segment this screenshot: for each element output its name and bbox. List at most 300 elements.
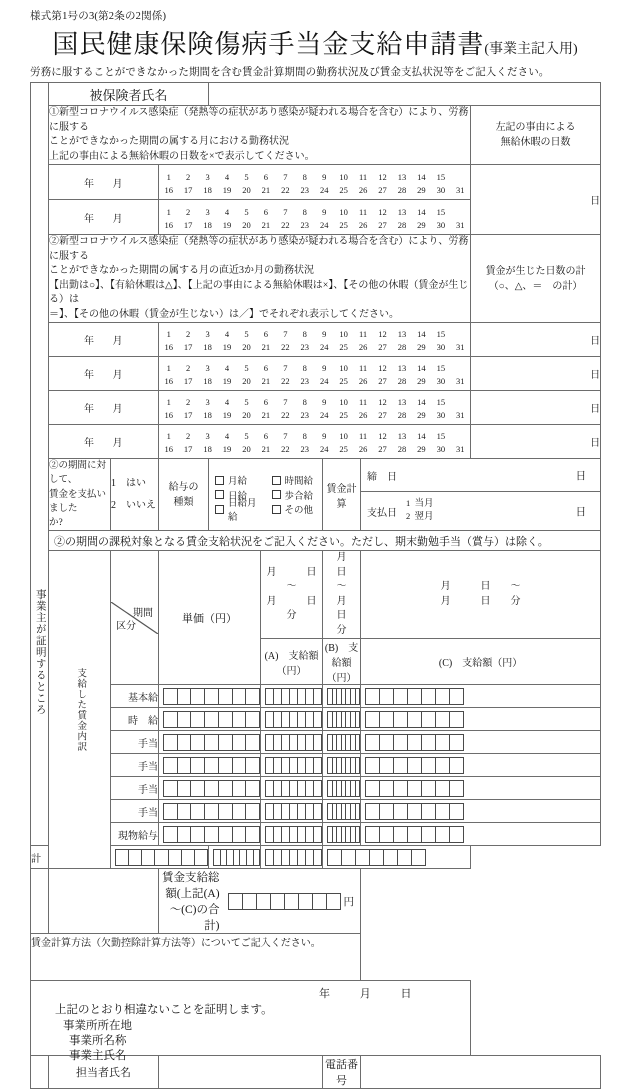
- digit-box[interactable]: [233, 780, 247, 797]
- day-cell[interactable]: 30: [436, 444, 446, 454]
- digit-box[interactable]: [155, 849, 168, 866]
- digit-box[interactable]: [205, 757, 219, 774]
- digit-box[interactable]: [356, 803, 361, 820]
- day-cell[interactable]: 9: [322, 397, 327, 407]
- wage-amount-a-cell[interactable]: [261, 685, 323, 708]
- digit-box[interactable]: [298, 826, 306, 843]
- wage-amount-b-cell[interactable]: [323, 754, 361, 777]
- digit-box[interactable]: [219, 688, 233, 705]
- digit-box[interactable]: [265, 734, 274, 751]
- day-cell[interactable]: 6: [263, 206, 269, 217]
- digit-box[interactable]: [290, 734, 298, 751]
- insured-name-input[interactable]: [209, 83, 601, 106]
- wage-unitprice-cell[interactable]: [159, 685, 261, 708]
- day-cell[interactable]: 7: [283, 397, 288, 407]
- checkbox-icon[interactable]: [215, 505, 224, 514]
- digit-box[interactable]: [142, 849, 155, 866]
- section1-row2-daygrid[interactable]: [159, 200, 471, 235]
- grand-total-digit-boxes[interactable]: [228, 893, 341, 910]
- digit-box[interactable]: [356, 734, 361, 751]
- digit-box[interactable]: [408, 711, 422, 728]
- day-cell[interactable]: 2: [186, 431, 191, 441]
- day-cell[interactable]: 14: [417, 397, 426, 407]
- salary-type-option-nikkyugetsukyu[interactable]: [209, 495, 266, 523]
- day-cell[interactable]: 17: [183, 376, 193, 386]
- section1-days-total[interactable]: [471, 165, 601, 235]
- day-cell[interactable]: 6: [263, 397, 269, 407]
- digit-box[interactable]: [384, 849, 398, 866]
- day-cell[interactable]: 2: [186, 206, 191, 217]
- digit-boxes[interactable]: [365, 780, 600, 797]
- paid-question-options[interactable]: [111, 459, 159, 531]
- digit-boxes[interactable]: [265, 757, 322, 774]
- digit-box[interactable]: [213, 849, 221, 866]
- day-cell[interactable]: 21: [261, 376, 271, 386]
- digit-box[interactable]: [450, 826, 464, 843]
- day-cell[interactable]: 27: [378, 219, 387, 230]
- digit-box[interactable]: [247, 849, 254, 866]
- day-cell[interactable]: 19: [222, 376, 232, 386]
- section2-row1-yearmonth[interactable]: [49, 323, 159, 357]
- digit-box[interactable]: [365, 688, 380, 705]
- wage-amount-a-cell[interactable]: [261, 823, 323, 846]
- salary-type-option-sonota[interactable]: [266, 502, 323, 516]
- day-cell[interactable]: 3: [205, 329, 210, 339]
- day-cell[interactable]: 1: [166, 363, 171, 373]
- digit-box[interactable]: [163, 711, 178, 728]
- day-cell[interactable]: 15: [436, 397, 446, 407]
- day-cell[interactable]: 14: [417, 171, 426, 182]
- day-cell[interactable]: 27: [378, 410, 387, 420]
- digit-box[interactable]: [450, 688, 464, 705]
- digit-boxes[interactable]: [163, 688, 260, 705]
- digit-box[interactable]: [221, 849, 228, 866]
- wage-unitprice-cell[interactable]: [159, 777, 261, 800]
- day-cell[interactable]: 7: [283, 171, 288, 182]
- day-cell[interactable]: 29: [417, 376, 426, 386]
- digit-box[interactable]: [380, 757, 394, 774]
- digit-box[interactable]: [246, 734, 260, 751]
- digit-box[interactable]: [422, 803, 436, 820]
- day-cell[interactable]: 22: [281, 410, 290, 420]
- phone-input[interactable]: [361, 1056, 601, 1089]
- digit-box[interactable]: [265, 826, 274, 843]
- day-cell[interactable]: 16: [164, 444, 173, 454]
- digit-box[interactable]: [408, 780, 422, 797]
- day-cell[interactable]: 13: [397, 431, 407, 441]
- salary-type-option-getsukyu[interactable]: [209, 473, 266, 487]
- day-cell[interactable]: 15: [436, 329, 446, 339]
- section2-days-total-1[interactable]: [471, 323, 601, 357]
- day-cell[interactable]: 13: [397, 329, 407, 339]
- digit-box[interactable]: [191, 711, 205, 728]
- digit-boxes[interactable]: [327, 849, 470, 866]
- day-cell[interactable]: 30: [436, 376, 446, 386]
- wage-amount-b-cell[interactable]: [323, 800, 361, 823]
- digit-box[interactable]: [422, 757, 436, 774]
- digit-boxes[interactable]: [163, 780, 260, 797]
- digit-box[interactable]: [182, 849, 195, 866]
- section2-row2-daygrid[interactable]: [159, 357, 471, 391]
- digit-box[interactable]: [191, 826, 205, 843]
- day-cell[interactable]: 1: [166, 206, 171, 217]
- digit-box[interactable]: [380, 711, 394, 728]
- digit-box[interactable]: [398, 849, 412, 866]
- day-cell[interactable]: 1: [166, 329, 171, 339]
- digit-box[interactable]: [422, 711, 436, 728]
- digit-box[interactable]: [282, 780, 290, 797]
- wage-amount-a-cell[interactable]: [261, 777, 323, 800]
- day-cell[interactable]: 3: [205, 206, 210, 217]
- day-cell[interactable]: 21: [261, 444, 271, 454]
- section2-days-total-2[interactable]: [471, 357, 601, 391]
- wage-amount-c-cell[interactable]: [361, 823, 601, 846]
- day-cell[interactable]: 21: [261, 410, 271, 420]
- digit-box[interactable]: [290, 780, 298, 797]
- day-cell[interactable]: 11: [359, 397, 368, 407]
- digit-box[interactable]: [178, 803, 192, 820]
- day-cell[interactable]: 24: [319, 444, 329, 454]
- digit-box[interactable]: [394, 757, 408, 774]
- day-cell[interactable]: 25: [339, 342, 348, 352]
- day-cell[interactable]: 31: [456, 444, 465, 454]
- wage-amount-a-cell[interactable]: [261, 731, 323, 754]
- day-cell[interactable]: 30: [436, 410, 446, 420]
- digit-boxes[interactable]: [365, 803, 600, 820]
- day-cell[interactable]: 25: [339, 410, 348, 420]
- day-cell[interactable]: 29: [417, 410, 426, 420]
- digit-box[interactable]: [205, 711, 219, 728]
- digit-box[interactable]: [246, 688, 260, 705]
- digit-box[interactable]: [282, 849, 290, 866]
- digit-box[interactable]: [436, 757, 450, 774]
- digit-box[interactable]: [327, 893, 341, 910]
- day-cell[interactable]: 1: [166, 171, 171, 182]
- digit-box[interactable]: [394, 826, 408, 843]
- day-cell[interactable]: 7: [283, 206, 288, 217]
- certification-date[interactable]: [319, 985, 412, 1001]
- digit-box[interactable]: [282, 757, 290, 774]
- digit-box[interactable]: [163, 688, 178, 705]
- digit-boxes[interactable]: [265, 711, 322, 728]
- digit-box[interactable]: [178, 757, 192, 774]
- day-cell[interactable]: 14: [417, 329, 426, 339]
- day-cell[interactable]: 31: [456, 376, 465, 386]
- digit-boxes[interactable]: [163, 757, 260, 774]
- day-cell[interactable]: 5: [244, 397, 249, 407]
- day-cell[interactable]: 5: [244, 329, 249, 339]
- digit-box[interactable]: [233, 803, 247, 820]
- digit-boxes[interactable]: [163, 803, 260, 820]
- day-cell[interactable]: 23: [300, 444, 310, 454]
- wage-amount-a-cell[interactable]: [261, 800, 323, 823]
- wage-amount-b-cell[interactable]: [323, 731, 361, 754]
- day-cell[interactable]: 25: [339, 219, 348, 230]
- digit-box[interactable]: [219, 780, 233, 797]
- digit-box[interactable]: [290, 688, 298, 705]
- digit-box[interactable]: [450, 734, 464, 751]
- wage-amount-a-cell[interactable]: [261, 708, 323, 731]
- digit-box[interactable]: [240, 849, 247, 866]
- wage-amount-a-cell[interactable]: [261, 754, 323, 777]
- day-cell[interactable]: 16: [164, 410, 173, 420]
- day-cell[interactable]: 21: [261, 219, 271, 230]
- digit-boxes[interactable]: [327, 780, 360, 797]
- digit-box[interactable]: [356, 711, 361, 728]
- digit-box[interactable]: [243, 893, 257, 910]
- digit-box[interactable]: [282, 688, 290, 705]
- day-cell[interactable]: 8: [302, 206, 307, 217]
- digit-box[interactable]: [298, 849, 306, 866]
- day-cell[interactable]: 31: [456, 184, 465, 195]
- day-cell[interactable]: 31: [456, 219, 465, 230]
- digit-box[interactable]: [436, 803, 450, 820]
- digit-box[interactable]: [205, 734, 219, 751]
- digit-box[interactable]: [327, 849, 342, 866]
- section1-row1-yearmonth[interactable]: [49, 165, 159, 200]
- day-cell[interactable]: 14: [417, 431, 426, 441]
- day-cell[interactable]: 4: [224, 431, 230, 441]
- digit-box[interactable]: [365, 826, 380, 843]
- digit-box[interactable]: [422, 780, 436, 797]
- day-cell[interactable]: 25: [339, 376, 348, 386]
- salary-type-options[interactable]: [209, 459, 323, 531]
- digit-box[interactable]: [422, 734, 436, 751]
- digit-box[interactable]: [306, 849, 314, 866]
- digit-boxes[interactable]: [327, 688, 360, 705]
- digit-box[interactable]: [450, 803, 464, 820]
- day-cell[interactable]: 26: [358, 444, 368, 454]
- day-cell[interactable]: 9: [322, 363, 327, 373]
- digit-box[interactable]: [233, 757, 247, 774]
- digit-box[interactable]: [178, 688, 192, 705]
- digit-box[interactable]: [246, 757, 260, 774]
- digit-box[interactable]: [191, 780, 205, 797]
- day-cell[interactable]: 25: [339, 444, 348, 454]
- digit-box[interactable]: [365, 757, 380, 774]
- day-cell[interactable]: 19: [222, 444, 232, 454]
- digit-boxes[interactable]: [163, 734, 260, 751]
- day-cell[interactable]: 26: [358, 376, 368, 386]
- digit-box[interactable]: [422, 826, 436, 843]
- digit-box[interactable]: [306, 711, 314, 728]
- digit-box[interactable]: [365, 780, 380, 797]
- day-cell[interactable]: 12: [378, 206, 387, 217]
- day-cell[interactable]: 16: [164, 184, 173, 195]
- day-cell[interactable]: 10: [339, 363, 348, 373]
- digit-boxes[interactable]: [365, 711, 600, 728]
- wage-unitprice-cell[interactable]: [159, 800, 261, 823]
- day-cell[interactable]: 25: [339, 184, 348, 195]
- day-cell[interactable]: 6: [263, 431, 269, 441]
- digit-box[interactable]: [282, 711, 290, 728]
- digit-box[interactable]: [313, 893, 327, 910]
- day-cell[interactable]: 27: [378, 342, 387, 352]
- wage-unitprice-cell[interactable]: [159, 708, 261, 731]
- digit-box[interactable]: [436, 688, 450, 705]
- day-cell[interactable]: 13: [397, 171, 407, 182]
- day-cell[interactable]: 23: [300, 219, 310, 230]
- digit-box[interactable]: [233, 688, 247, 705]
- digit-box[interactable]: [219, 711, 233, 728]
- digit-box[interactable]: [282, 734, 290, 751]
- wage-amount-c-cell[interactable]: [361, 708, 601, 731]
- day-cell[interactable]: 16: [164, 219, 173, 230]
- wage-row-label[interactable]: 手当: [111, 754, 159, 777]
- digit-box[interactable]: [282, 803, 290, 820]
- day-cell[interactable]: 10: [339, 329, 348, 339]
- day-cell[interactable]: 17: [183, 342, 193, 352]
- wage-amount-c-cell[interactable]: [361, 800, 601, 823]
- day-cell[interactable]: 5: [244, 431, 249, 441]
- digit-box[interactable]: [365, 803, 380, 820]
- day-cell[interactable]: 2: [186, 171, 191, 182]
- digit-box[interactable]: [356, 757, 361, 774]
- wage-amount-b-cell[interactable]: [323, 708, 361, 731]
- section2-row4-yearmonth[interactable]: [49, 425, 159, 459]
- day-cell[interactable]: 23: [300, 376, 310, 386]
- wage-amount-a-cell[interactable]: [209, 846, 261, 869]
- day-cell[interactable]: 26: [358, 410, 368, 420]
- day-cell[interactable]: 11: [359, 363, 368, 373]
- day-cell[interactable]: 16: [164, 376, 173, 386]
- wage-amount-c-cell[interactable]: [361, 754, 601, 777]
- digit-box[interactable]: [274, 780, 282, 797]
- checkbox-icon[interactable]: [272, 490, 281, 499]
- digit-box[interactable]: [274, 757, 282, 774]
- day-cell[interactable]: 8: [302, 363, 307, 373]
- digit-box[interactable]: [274, 826, 282, 843]
- day-cell[interactable]: 22: [281, 184, 290, 195]
- day-cell[interactable]: 18: [203, 219, 212, 230]
- digit-boxes[interactable]: [327, 734, 360, 751]
- day-cell[interactable]: 28: [397, 342, 407, 352]
- digit-boxes[interactable]: [265, 849, 322, 866]
- section2-days-total-4[interactable]: [471, 425, 601, 459]
- section1-row1-daygrid[interactable]: [159, 165, 471, 200]
- digit-box[interactable]: [299, 893, 313, 910]
- digit-boxes[interactable]: [163, 711, 260, 728]
- day-cell[interactable]: 5: [244, 206, 249, 217]
- day-cell[interactable]: 11: [359, 171, 368, 182]
- digit-box[interactable]: [356, 780, 361, 797]
- digit-box[interactable]: [298, 757, 306, 774]
- day-cell[interactable]: 19: [222, 219, 232, 230]
- day-cell[interactable]: 12: [378, 397, 387, 407]
- digit-boxes[interactable]: [327, 711, 360, 728]
- digit-boxes[interactable]: [327, 803, 360, 820]
- digit-box[interactable]: [265, 711, 274, 728]
- day-cell[interactable]: 29: [417, 444, 426, 454]
- day-cell[interactable]: 20: [242, 184, 251, 195]
- section2-row3-daygrid[interactable]: [159, 391, 471, 425]
- day-cell[interactable]: 30: [436, 342, 446, 352]
- digit-box[interactable]: [436, 780, 450, 797]
- digit-box[interactable]: [380, 826, 394, 843]
- day-cell[interactable]: 4: [224, 397, 230, 407]
- wage-amount-b-cell[interactable]: [323, 777, 361, 800]
- day-cell[interactable]: 28: [397, 376, 407, 386]
- digit-boxes[interactable]: [365, 826, 600, 843]
- digit-box[interactable]: [306, 780, 314, 797]
- digit-boxes[interactable]: [265, 826, 322, 843]
- day-cell[interactable]: 9: [322, 431, 327, 441]
- wage-row-label[interactable]: 手当: [111, 777, 159, 800]
- day-cell[interactable]: 19: [222, 410, 232, 420]
- day-cell[interactable]: 30: [436, 184, 446, 195]
- digit-box[interactable]: [380, 803, 394, 820]
- digit-box[interactable]: [342, 849, 356, 866]
- payday-options[interactable]: [397, 498, 434, 524]
- day-cell[interactable]: 24: [319, 184, 329, 195]
- digit-box[interactable]: [274, 803, 282, 820]
- day-cell[interactable]: 17: [183, 444, 193, 454]
- digit-box[interactable]: [191, 688, 205, 705]
- salary-type-option-buaikyu[interactable]: [266, 488, 323, 502]
- day-cell[interactable]: 12: [378, 363, 387, 373]
- day-cell[interactable]: 20: [242, 444, 251, 454]
- digit-box[interactable]: [408, 688, 422, 705]
- day-cell[interactable]: 15: [436, 363, 446, 373]
- checkbox-icon[interactable]: [272, 505, 281, 514]
- day-cell[interactable]: 8: [302, 329, 307, 339]
- digit-box[interactable]: [370, 849, 384, 866]
- digit-boxes[interactable]: [115, 849, 208, 866]
- digit-box[interactable]: [314, 711, 322, 728]
- digit-box[interactable]: [365, 711, 380, 728]
- digit-box[interactable]: [356, 826, 361, 843]
- day-cell[interactable]: 12: [378, 171, 387, 182]
- day-cell[interactable]: 5: [244, 363, 249, 373]
- digit-box[interactable]: [274, 711, 282, 728]
- day-cell[interactable]: 20: [242, 376, 251, 386]
- day-cell[interactable]: 18: [203, 444, 212, 454]
- paid-option-yes[interactable]: 1 はい: [111, 477, 146, 489]
- digit-boxes[interactable]: [365, 688, 600, 705]
- day-cell[interactable]: 14: [417, 206, 426, 217]
- digit-box[interactable]: [306, 826, 314, 843]
- day-cell[interactable]: 28: [397, 410, 407, 420]
- digit-box[interactable]: [408, 757, 422, 774]
- digit-box[interactable]: [265, 757, 274, 774]
- digit-box[interactable]: [380, 780, 394, 797]
- digit-box[interactable]: [205, 780, 219, 797]
- digit-box[interactable]: [219, 826, 233, 843]
- day-cell[interactable]: 24: [319, 342, 329, 352]
- day-cell[interactable]: 9: [322, 206, 327, 217]
- day-cell[interactable]: 5: [244, 171, 249, 182]
- method-note-cell[interactable]: [31, 934, 361, 981]
- day-cell[interactable]: 16: [164, 342, 173, 352]
- day-cell[interactable]: 11: [359, 206, 368, 217]
- digit-box[interactable]: [314, 803, 322, 820]
- day-cell[interactable]: 10: [339, 171, 348, 182]
- digit-box[interactable]: [234, 849, 241, 866]
- day-cell[interactable]: 4: [224, 171, 230, 182]
- digit-box[interactable]: [290, 849, 298, 866]
- digit-boxes[interactable]: [327, 826, 360, 843]
- digit-box[interactable]: [233, 734, 247, 751]
- day-cell[interactable]: 12: [378, 329, 387, 339]
- day-cell[interactable]: 24: [319, 219, 329, 230]
- wage-amount-c-cell[interactable]: [361, 777, 601, 800]
- digit-box[interactable]: [265, 849, 274, 866]
- day-cell[interactable]: 29: [417, 184, 426, 195]
- digit-box[interactable]: [306, 688, 314, 705]
- section2-row1-daygrid[interactable]: [159, 323, 471, 357]
- digit-box[interactable]: [163, 734, 178, 751]
- digit-box[interactable]: [314, 734, 322, 751]
